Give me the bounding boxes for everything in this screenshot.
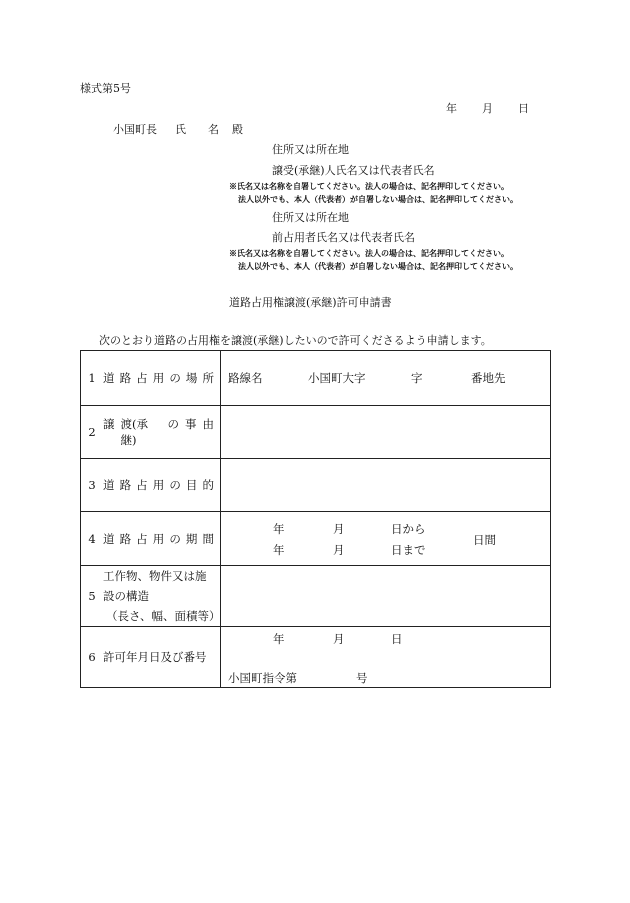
addressee-dono: 殿 xyxy=(232,123,243,136)
intro-text: 次のとおり道路の占用権を譲渡(承継)したいので許可くださるよう申請します。 xyxy=(99,334,492,347)
row-label: 譲 渡(承継) の 事 由 xyxy=(103,406,221,459)
table-row xyxy=(81,627,551,688)
permit-month: 月 xyxy=(333,632,345,646)
period-to-day: 日まで xyxy=(391,543,426,557)
period-to-month: 月 xyxy=(333,543,345,557)
table-row xyxy=(81,406,551,459)
transferee-note-2: 法人以外でも、本人（代表者）が自署しない場合は、記名押印してください。 xyxy=(238,194,518,204)
previous-note-2: 法人以外でも、本人（代表者）が自署しない場合は、記名押印してください。 xyxy=(238,261,518,271)
town-label: 小国町大字 xyxy=(308,371,366,385)
row-number: 6 xyxy=(81,627,104,688)
previous-name-label: 前占用者氏名又は代表者氏名 xyxy=(272,231,415,244)
location-field[interactable] xyxy=(221,351,551,406)
permit-field[interactable] xyxy=(221,627,551,688)
reason-field[interactable] xyxy=(221,406,551,459)
period-from-year: 年 xyxy=(273,522,285,536)
row-number: 5 xyxy=(81,566,104,627)
date-day: 日 xyxy=(518,102,529,115)
row-label: 道 路 占 用 の 場 所 xyxy=(103,351,221,406)
addressee-title: 小国町長 xyxy=(113,123,157,136)
row-label: 工作物、物件又は施 設の構造 （長さ、幅、面積等） xyxy=(103,566,221,627)
structure-field[interactable] xyxy=(221,566,551,627)
date-year: 年 xyxy=(446,102,457,115)
period-from-month: 月 xyxy=(333,522,345,536)
addressee-mei: 名 xyxy=(208,123,219,136)
period-from-day: 日から xyxy=(391,522,426,536)
transferee-note-1: ※氏名又は名称を自署してください。法人の場合は、記名押印してください。 xyxy=(229,181,509,191)
period-days: 日間 xyxy=(473,533,496,547)
row-label: 許可年月日及び番号 xyxy=(103,627,221,688)
table-row xyxy=(81,459,551,512)
permit-day: 日 xyxy=(391,632,403,646)
permit-go-label: 号 xyxy=(356,671,368,685)
table-row xyxy=(81,351,551,406)
row-number: 4 xyxy=(81,512,104,566)
row-number: 3 xyxy=(81,459,104,512)
period-field[interactable] xyxy=(221,512,551,566)
previous-note-1: ※氏名又は名称を自署してください。法人の場合は、記名押印してください。 xyxy=(229,248,509,258)
aza-label: 字 xyxy=(411,371,423,385)
purpose-field[interactable] xyxy=(221,459,551,512)
document-title: 道路占用権譲渡(承継)許可申請書 xyxy=(229,296,392,309)
previous-address-label: 住所又は所在地 xyxy=(272,211,349,224)
transferee-name-label: 譲受(承継)人氏名又は代表者氏名 xyxy=(272,164,435,177)
period-to-year: 年 xyxy=(273,543,285,557)
row-label: 道 路 占 用 の 目 的 xyxy=(103,459,221,512)
application-table xyxy=(80,350,551,688)
banchi-label: 番地先 xyxy=(471,371,506,385)
date-month: 月 xyxy=(482,102,493,115)
row-label: 道 路 占 用 の 期 間 xyxy=(103,512,221,566)
table-row xyxy=(81,566,551,627)
row-number: 2 xyxy=(81,406,104,459)
permit-year: 年 xyxy=(273,632,285,646)
transferee-address-label: 住所又は所在地 xyxy=(272,143,349,156)
form-number: 様式第5号 xyxy=(80,82,131,95)
permit-order-label: 小国町指令第 xyxy=(228,671,297,685)
table-row xyxy=(81,512,551,566)
addressee-shi: 氏 xyxy=(175,123,186,136)
route-label: 路線名 xyxy=(228,371,263,385)
row-number: 1 xyxy=(81,351,104,406)
